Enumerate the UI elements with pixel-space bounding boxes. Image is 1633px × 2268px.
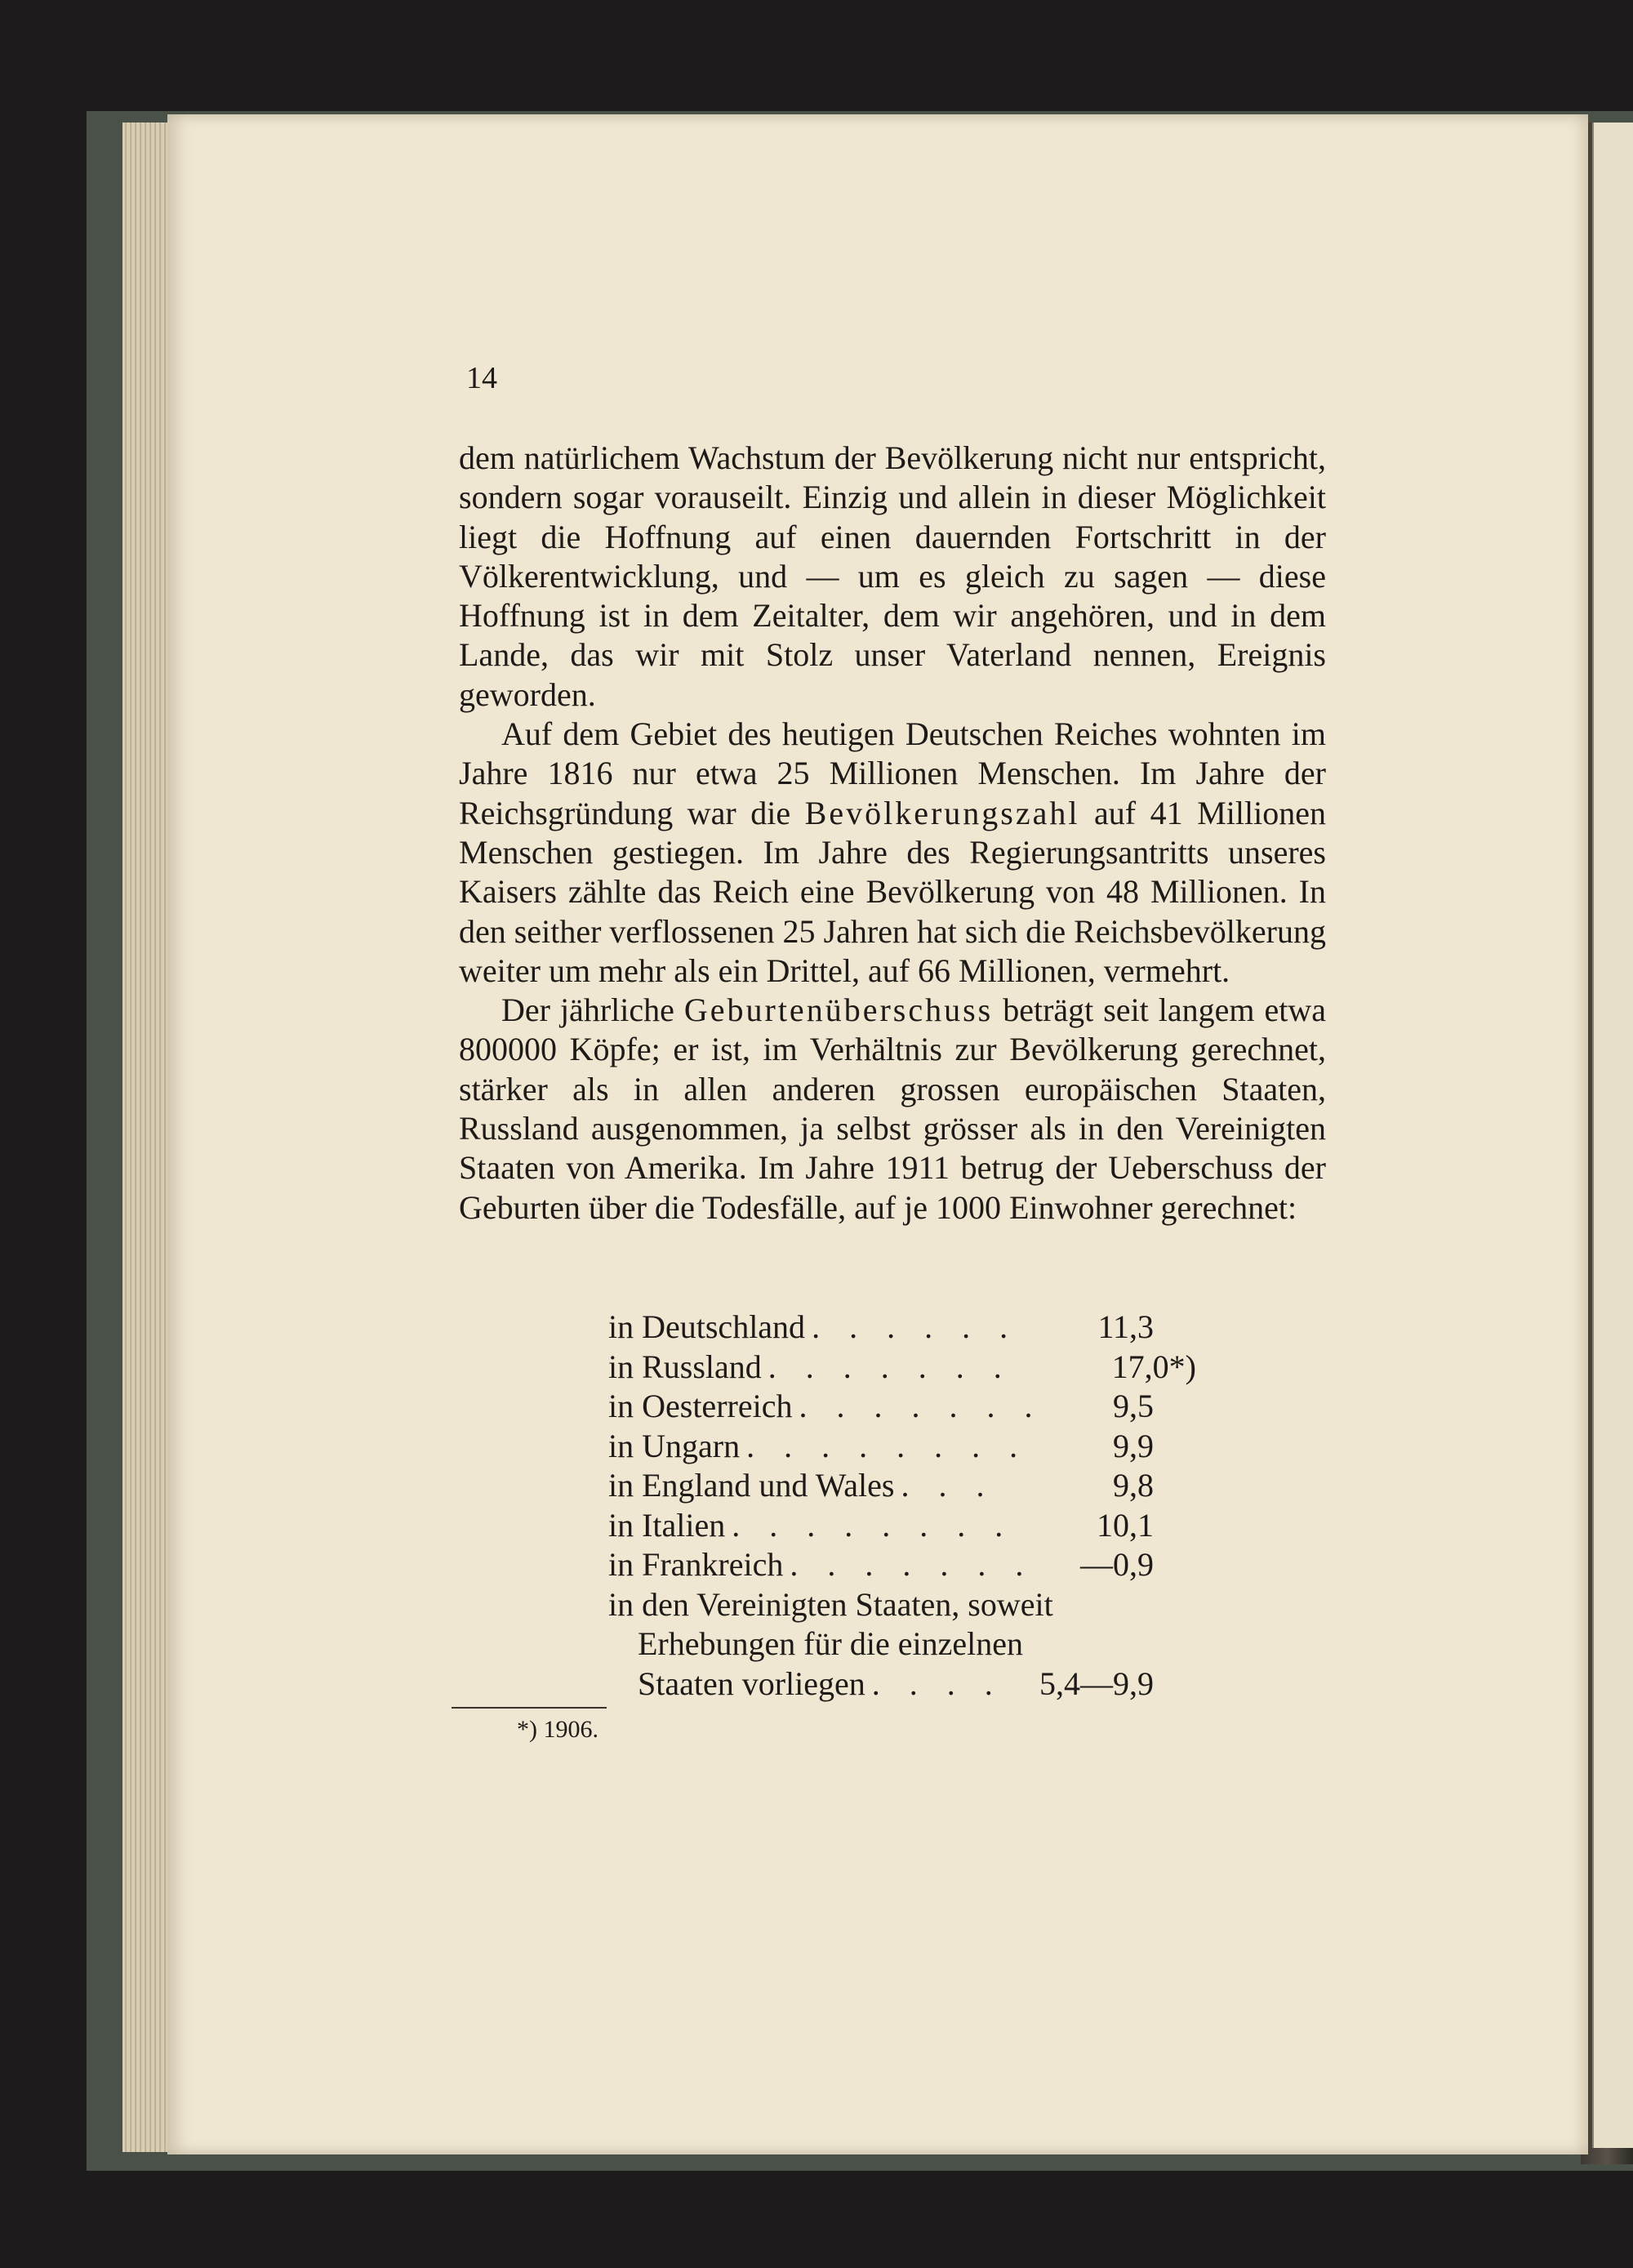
- paragraph-2-end: auf 41 Millionen Menschen gestiegen. Im Jahre des Regierungsantritts unseres Kaisers zählte das Reich eine Bevölkerung von 48 Millionen. In den seither verflossenen 25 Jahren hat sich die Reichsbevölkerung weiter um mehr als ein Drittel, auf 66 Millionen, vermehrt.: [459, 794, 1326, 989]
- birth-surplus-table: [608, 1308, 1196, 1704]
- leader-dots: . . .: [901, 1467, 995, 1504]
- paragraph-3-end: beträgt seit langem etwa 800000 Köpfe; er ist, im Verhältnis zur Bevölkerung gerechnet, stärker als in allen anderen grossen europäischen Staaten, Russland ausgenommen, ja selbst grösser als in den Vereinigten Staaten von Amerika. Im Jahre 1911 betrug der Ueberschuss der Geburten über die Todesfälle, auf je 1000 Einwohner gerechnet:: [459, 991, 1326, 1226]
- table-row: [608, 1427, 1196, 1467]
- row-label: in Russland: [608, 1348, 762, 1385]
- table-row-usa-line-1: [608, 1585, 1196, 1625]
- row-label: in den Vereinigten Staaten, soweit: [608, 1585, 1053, 1623]
- table-row-usa-line-2: [608, 1624, 1196, 1664]
- page-edges: [122, 123, 171, 2152]
- row-value: 9,8: [1113, 1467, 1154, 1504]
- row-value: 11,3: [1097, 1308, 1154, 1345]
- leader-dots: . . . . . . .: [799, 1388, 1043, 1424]
- leader-dots: . . . . . . .: [768, 1348, 1012, 1385]
- paragraph-3-start: Der jährliche: [501, 991, 684, 1029]
- row-label-continued: Staaten vorliegen: [638, 1664, 865, 1702]
- leader-dots: . . . . . . .: [790, 1546, 1035, 1583]
- leader-dots: . . . . . .: [812, 1308, 1019, 1345]
- row-label: in Frankreich: [608, 1546, 784, 1583]
- row-value: 10,1: [1097, 1506, 1154, 1544]
- page-number: 14: [466, 361, 497, 395]
- paragraph-2: [459, 715, 1326, 991]
- facing-page-edge: [1592, 123, 1633, 2148]
- table-row-usa-line-3: [608, 1664, 1196, 1704]
- row-label: in Deutschland: [608, 1308, 806, 1345]
- row-label-continued: Erhebungen für die einzelnen: [638, 1625, 1024, 1662]
- row-label: in England und Wales: [608, 1467, 895, 1504]
- emphasis-bevoelkerungszahl: Bevölkerungszahl: [804, 794, 1080, 831]
- leader-dots: . . . .: [871, 1664, 1003, 1702]
- table-row: [608, 1348, 1196, 1388]
- table-row: [608, 1545, 1196, 1585]
- emphasis-geburtenueberschuss: Geburtenüberschuss: [683, 991, 994, 1029]
- row-value: 17,0*): [1111, 1348, 1196, 1385]
- row-label: in Ungarn: [608, 1427, 741, 1464]
- table-row: [608, 1466, 1196, 1506]
- leader-dots: . . . . . . . .: [732, 1506, 1014, 1544]
- footnote: *) 1906.: [517, 1716, 598, 1743]
- footnote-rule: [452, 1707, 607, 1709]
- body-text: [459, 439, 1326, 1228]
- paragraph-1: dem natürlichem Wachstum der Bevölkerung nicht nur entspricht, sondern sogar vorauseilt. Einzig und allein in dieser Möglichkeit liegt die Hoffnung auf einen dauernden Fortschritt in der Völkerentwicklung, und — um es gleich zu sagen — diese Hoffnung ist in dem Zeitalter, dem wir angehören, und in dem Lande, das wir mit Stolz unser Vaterland nennen, Ereignis geworden.: [459, 439, 1326, 713]
- table-row: [608, 1308, 1196, 1348]
- paragraph-3: [459, 991, 1326, 1228]
- row-value: 9,5: [1113, 1388, 1154, 1424]
- row-label: in Italien: [608, 1506, 726, 1544]
- row-label: in Oesterreich: [608, 1388, 793, 1424]
- paragraph-2-start: Auf dem Gebiet des heutigen Deutschen Reiches wohnten im Jahre 1816 nur etwa 25 Millionen Menschen. Im Jahre der Reichsgründung war die: [459, 715, 1326, 831]
- row-value: 5,4—9,9: [1039, 1664, 1154, 1702]
- leader-dots: . . . . . . . .: [746, 1427, 1029, 1464]
- row-value: —0,9: [1080, 1546, 1154, 1583]
- table-row: [608, 1387, 1196, 1427]
- row-value: 9,9: [1113, 1427, 1154, 1464]
- table-row: [608, 1506, 1196, 1546]
